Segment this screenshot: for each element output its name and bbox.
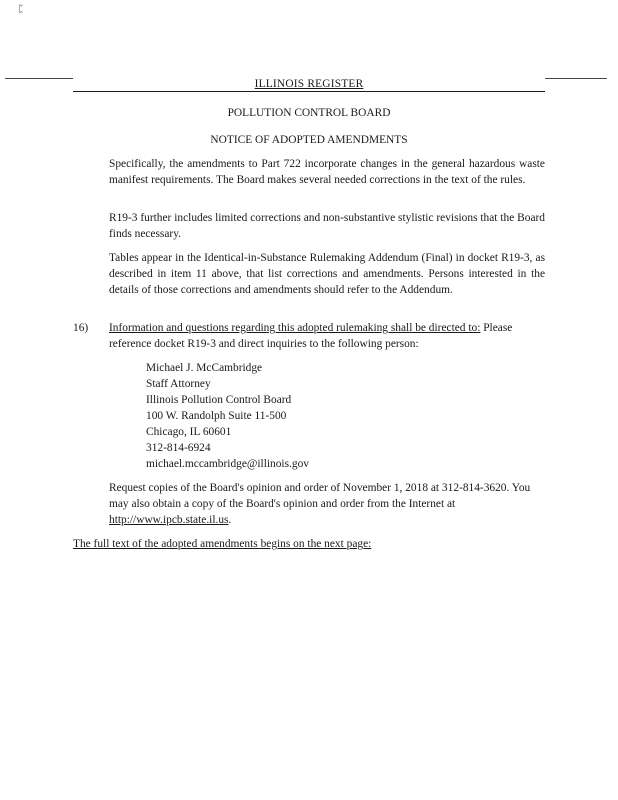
contact-organization: Illinois Pollution Control Board [146,394,292,406]
request-end: . [228,514,232,526]
board-title: POLLUTION CONTROL BOARD [227,107,391,119]
item-number: 16) [73,322,89,334]
notice-title: NOTICE OF ADOPTED AMENDMENTS [210,134,408,146]
contact-phone: 312-814-6924 [146,442,211,454]
header-rule-right [545,78,607,79]
item-16-heading: Information and questions regarding this adopted rulemaking shall be directed to: [109,322,481,334]
full-text-notice: The full text of the adopted amendments begins on the next page: [73,538,372,550]
item-16-body [109,320,545,352]
scan-corner-mark: ᛈ [18,4,24,15]
board-website-link[interactable]: http://www.ipcb.state.il.us [109,514,229,526]
paragraph-tables-addendum: Tables appear in the Identical-in-Substance Rulemaking Addendum (Final) in docket R19-3, as described in item 11 above, that list corrections and amendments. Persons interested in the details of those corrections and amendments should refer to the Addendum. [109,252,545,296]
item-16-text: Please reference docket R19-3 and direct inquiries to the following person: [109,322,513,350]
request-copies-paragraph [109,480,545,528]
register-title: ILLINOIS REGISTER [254,78,364,90]
contact-details [146,440,506,472]
request-text: Request copies of the Board's opinion and order of November 1, 2018 at 312-814-3620. You may also obtain a copy of the Board's opinion and order from the Internet at [109,482,531,510]
contact-block [146,360,506,440]
contact-name: Michael J. McCambridge [146,362,263,374]
contact-title: Staff Attorney [146,378,211,390]
contact-address: 100 W. Randolph Suite 11-500 [146,410,287,422]
paragraph-part-722: Specifically, the amendments to Part 722 incorporate changes in the general hazardous waste manifest requirements. The Board makes several needed corrections in the text of the rules. [109,158,545,186]
contact-email: michael.mccambridge@illinois.gov [146,458,309,470]
header-rule-left [5,78,73,79]
contact-city: Chicago, IL 60601 [146,426,232,438]
paragraph-r19-3-corrections: R19-3 further includes limited corrections and non-substantive stylistic revisions that the Board finds necessary. [109,212,545,240]
register-header [73,77,545,92]
